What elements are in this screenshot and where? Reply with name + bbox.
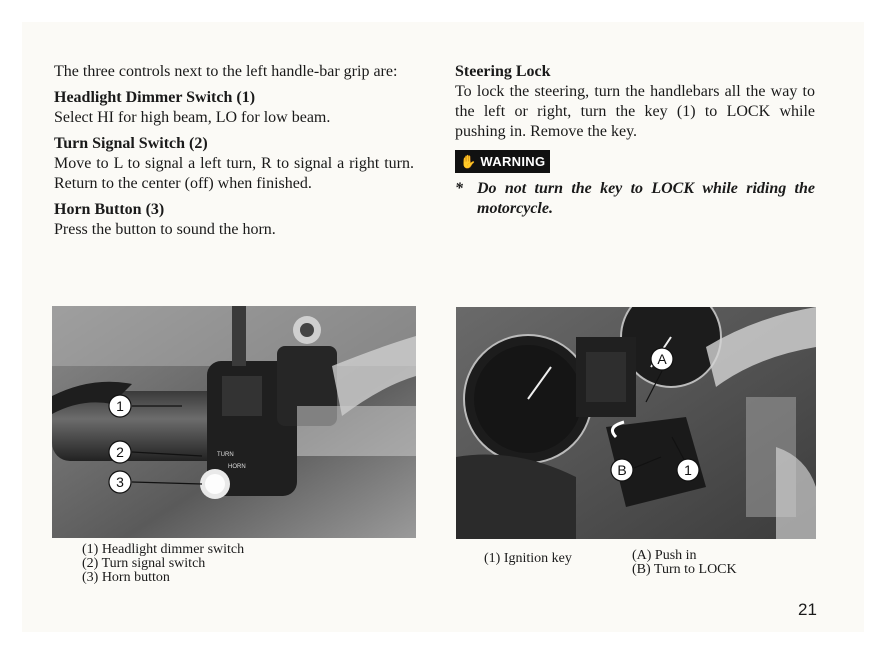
caption-ignition-key: (1) Ignition key [484, 551, 572, 566]
body-steering-lock: To lock the steering, turn the handlebars all the way to the left or right, turn the key (1) to LOCK while pushing in. Remove the key. [455, 83, 815, 140]
body-horn-button: Press the button to sound the horn. [54, 221, 276, 238]
caption-push-in: (A) Push in [632, 548, 697, 563]
horn-label-text: HORN [228, 464, 246, 470]
turn-label-text: TURN [217, 452, 234, 458]
callout-key-1: 1 [684, 462, 692, 478]
callout-a: A [657, 351, 667, 367]
right-photo-caption-letters [632, 549, 737, 577]
handlebar-controls-photo [52, 306, 416, 538]
page-number: 21 [798, 600, 817, 619]
caption-turn-signal: (2) Turn signal switch [82, 556, 206, 571]
ignition-key-photo [456, 307, 816, 539]
callout-3: 3 [116, 474, 124, 490]
warning-badge [455, 150, 550, 173]
left-photo-caption [82, 543, 244, 585]
callout-b: B [617, 462, 627, 478]
ignition-key-illustration [456, 307, 816, 539]
heading-steering-lock: Steering Lock [455, 63, 551, 80]
warning-label: WARNING [480, 154, 546, 169]
warning-note [455, 179, 815, 219]
handlebar-controls-illustration [52, 306, 416, 538]
body-headlight-dimmer: Select HI for high beam, LO for low beam. [54, 109, 331, 126]
caption-turn-to-lock: (B) Turn to LOCK [632, 562, 737, 577]
right-column [455, 62, 815, 219]
caption-headlight-dimmer: (1) Headlight dimmer switch [82, 542, 245, 557]
heading-turn-signal: Turn Signal Switch (2) [54, 135, 208, 152]
left-column [54, 62, 414, 240]
left-intro: The three controls next to the left handle-bar grip are: [54, 63, 398, 80]
warning-hand-icon: ✋ [460, 154, 477, 169]
heading-headlight-dimmer: Headlight Dimmer Switch (1) [54, 89, 256, 106]
caption-horn-button: (3) Horn button [82, 570, 170, 585]
warning-asterisk: * [455, 180, 463, 197]
callout-2: 2 [116, 444, 124, 460]
callout-1: 1 [116, 398, 124, 414]
body-turn-signal: Move to L to signal a left turn, R to signal a right turn. Return to the center (off) when finished. [54, 155, 414, 192]
heading-horn-button: Horn Button (3) [54, 201, 165, 218]
warning-text: Do not turn the key to LOCK while riding the motorcycle. [477, 180, 815, 217]
